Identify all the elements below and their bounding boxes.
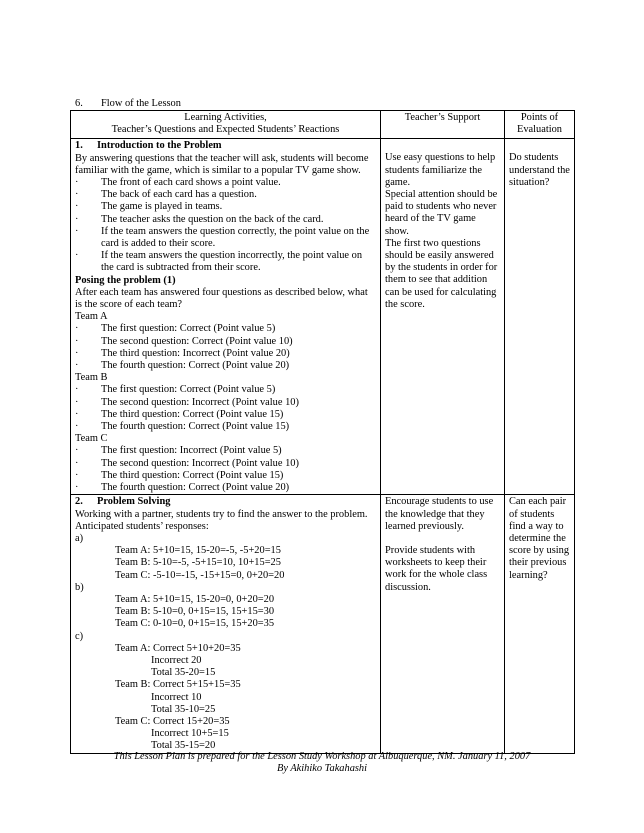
evaluation-cell-problem-solving — [505, 495, 575, 753]
rule-bullet: · The teacher asks the question on the back of the card. — [75, 214, 376, 226]
support-text: Use easy questions to help students familiarize the game. — [385, 152, 496, 188]
team-a-question: · The third question: Incorrect (Point value 20) — [75, 348, 376, 360]
problem-solving-text: Working with a partner, students try to find the answer to the problem. — [75, 508, 368, 520]
team-c-question: · The third question: Correct (Point value 15) — [75, 470, 376, 482]
table-row-introduction — [71, 139, 575, 495]
section-number: 6. — [75, 98, 83, 109]
posing-problem-text: After each team has answered four questions as described below, what is the score of each team? — [75, 286, 368, 311]
posing-problem-heading: Posing the problem (1) — [75, 274, 176, 286]
team-a-question: · The fourth question: Correct (Point value 20) — [75, 360, 376, 372]
support-text: Provide students with worksheets to keep their work for the whole class discussion. — [385, 544, 488, 593]
response-line: Team C: Correct 15+20=35 — [115, 715, 230, 727]
response-line: Team B: Correct 5+15+15=35 — [115, 679, 241, 691]
response-line: Team B: 5-10=0, 0+15=15, 15+15=30 — [115, 606, 275, 618]
evaluation-text: Do students understand the situation? — [509, 152, 570, 188]
response-line: Total 35-20=15 — [151, 667, 216, 679]
problem-solving-heading: 2. Problem Solving — [75, 496, 171, 508]
team-b-question: · The third question: Correct (Point value 15) — [75, 409, 376, 421]
introduction-heading: 1. Introduction to the Problem — [75, 140, 222, 152]
header-learning-activities: Learning Activities, Teacher’s Questions and Expected Students’ Reactions — [71, 111, 381, 139]
rule-bullet: · If the team answers the question incorrectly, the point value on the card is subtracted from their score. — [75, 250, 376, 274]
team-b-label: Team B — [75, 372, 108, 384]
support-text: The first two questions should be easily answered by the students in order for them to see that addition can be used for calculating the score. — [385, 237, 498, 310]
activities-cell-introduction — [71, 139, 381, 495]
team-c-question: · The second question: Incorrect (Point value 10) — [75, 458, 376, 470]
response-c-label: c) — [75, 630, 84, 642]
evaluation-cell-introduction — [505, 139, 575, 495]
rule-bullet: · The game is played in teams. — [75, 201, 376, 213]
support-text: Special attention should be paid to students who never heard of the TV game show. — [385, 189, 498, 237]
response-line: Team C: 0-10=0, 0+15=15, 15+20=35 — [115, 618, 275, 630]
page-footer — [0, 751, 644, 775]
header-points-of-evaluation: Points of Evaluation — [505, 111, 575, 139]
evaluation-text: Can each pair of students find a way to determine the score by using their previous learning? — [509, 496, 570, 581]
response-line: Team A: 5+10=15, 15-20=-5, -5+20=15 — [115, 545, 281, 557]
activities-cell-problem-solving — [71, 495, 381, 753]
footer-line-2: By Akihiko Takahashi — [276, 763, 368, 774]
support-text: Encourage students to use the knowledge that they learned previously. — [385, 496, 494, 532]
section-title: Flow of the Lesson — [101, 98, 181, 109]
support-cell-problem-solving — [381, 495, 505, 753]
response-line: Team A: Correct 5+10+20=35 — [115, 642, 241, 654]
response-b-label: b) — [75, 581, 84, 593]
support-cell-introduction — [381, 139, 505, 495]
anticipated-responses-label: Anticipated students’ responses: — [75, 520, 209, 532]
response-line: Team B: 5-10=-5, -5+15=10, 10+15=25 — [115, 557, 281, 569]
response-line: Team A: 5+10=15, 15-20=0, 0+20=20 — [115, 593, 275, 605]
team-c-question: · The fourth question: Correct (Point value 20) — [75, 482, 376, 494]
rule-bullet: · The back of each card has a question. — [75, 189, 376, 201]
response-line: Incorrect 10+5=15 — [151, 728, 229, 740]
team-a-label: Team A — [75, 311, 108, 323]
response-line: Incorrect 10 — [151, 691, 202, 703]
rule-bullet: · If the team answers the question correctly, the point value on the card is added to their score. — [75, 226, 376, 250]
section-heading — [75, 98, 181, 110]
response-line: Total 35-15=20 — [151, 740, 216, 752]
lesson-flow-table — [70, 110, 575, 754]
header-teachers-support: Teacher’s Support — [381, 111, 505, 139]
footer-line-1: This Lesson Plan is prepared for the Lesson Study Workshop at Albuquerque, NM. January 11, 2007 — [113, 751, 531, 762]
rule-bullet: · The front of each card shows a point value. — [75, 177, 376, 189]
team-c-label: Team C — [75, 433, 108, 445]
response-a-label: a) — [75, 532, 84, 544]
response-line: Team C: -5-10=-15, -15+15=0, 0+20=20 — [115, 569, 285, 581]
introduction-text: By answering questions that the teacher will ask, students will become familiar with the game, which is similar to a popular TV game show. — [75, 152, 369, 176]
team-a-question: · The first question: Correct (Point value 5) — [75, 323, 376, 335]
response-line: Total 35-10=25 — [151, 703, 216, 715]
team-a-question: · The second question: Correct (Point value 10) — [75, 336, 376, 348]
table-row-problem-solving — [71, 495, 575, 753]
response-line: Incorrect 20 — [151, 654, 202, 666]
team-c-question: · The first question: Incorrect (Point value 5) — [75, 445, 376, 457]
team-b-question: · The second question: Incorrect (Point value 10) — [75, 397, 376, 409]
table-header-row — [71, 111, 575, 139]
team-b-question: · The first question: Correct (Point value 5) — [75, 384, 376, 396]
team-b-question: · The fourth question: Correct (Point value 15) — [75, 421, 376, 433]
